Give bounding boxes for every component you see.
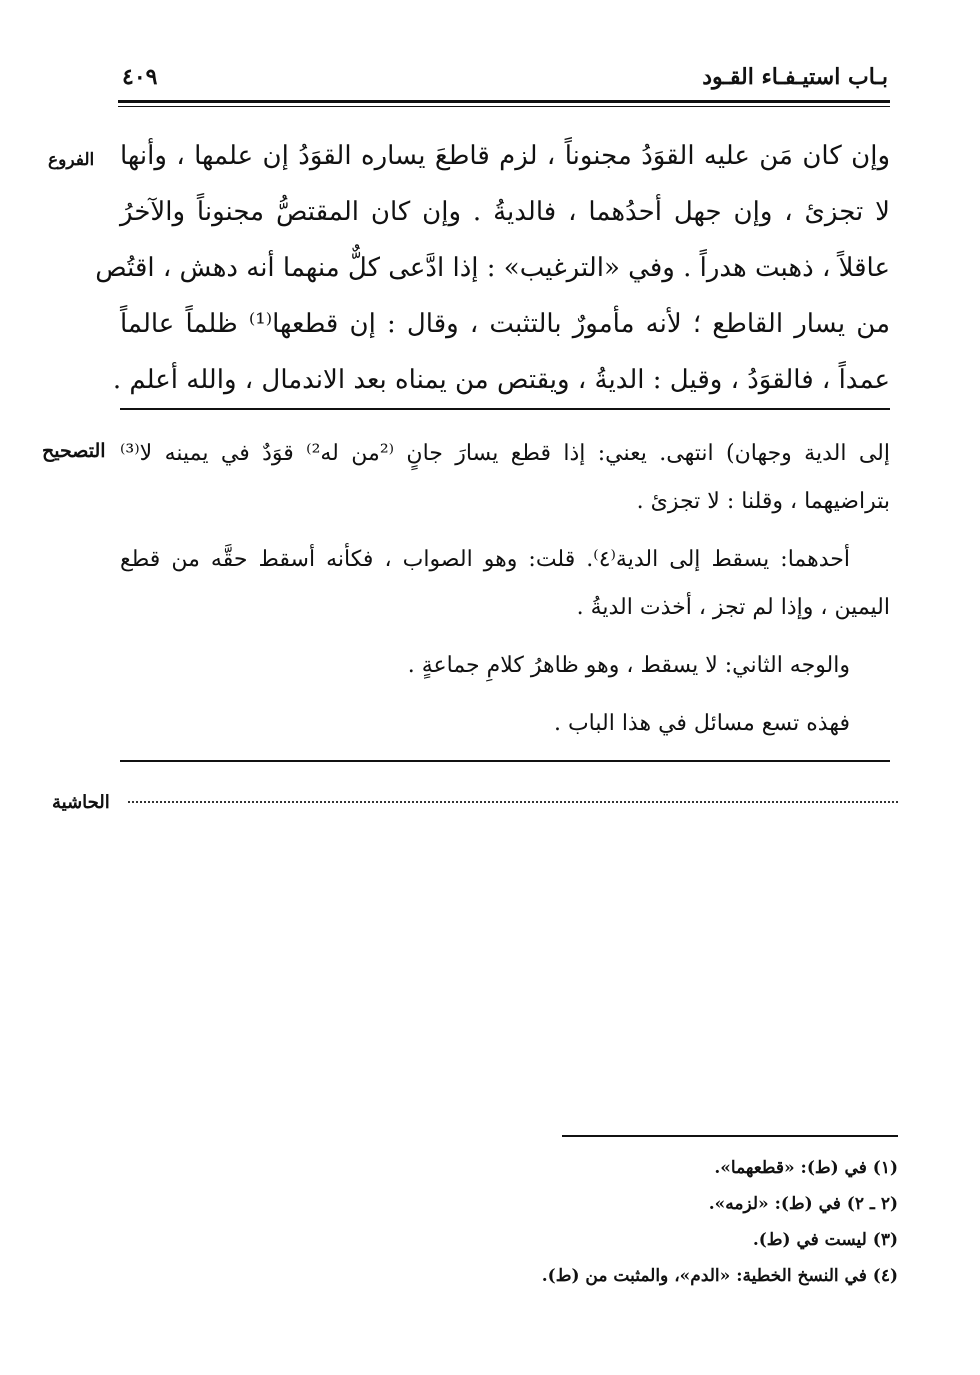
footnote-rule [562,1135,898,1137]
furu-line: لا تجزئ ، وإن جهل أحدُهما ، فالديةُ . وإن كان المقتصُّ مجنوناً والآخرُ [120,197,890,227]
tashih-line: إلى الدية وجهان) انتهى. يعني: إذا قطع يسارَ جانٍ ⁽²من له²⁾ قوَدٌ في يمينه لا⁽³⁾ [120,441,890,466]
section-divider [120,760,890,762]
footnote: (١) في (ط): «قطعهما». [714,1158,898,1178]
footnote: (٣) ليست في (ط). [752,1230,898,1250]
tashih-line: اليمين ، وإذا لم تجز ، أخذت الديةُ . [576,595,890,620]
furu-line: عمداً ، فالقوَدُ ، وقيل : الديةُ ، ويقتص من يمناه بعد الاندمال ، والله أعلم . [112,365,890,395]
tashih-line: والوجه الثاني: لا يسقط ، وهو ظاهرُ كلامِ جماعةٍ . [407,653,850,678]
furu-section [95,128,891,408]
header-rule-thick [118,100,890,103]
header-rule-thin [118,106,890,107]
tashih-section [120,430,890,748]
side-label-furu: الفروع [48,150,95,170]
tashih-line: فهذه تسع مسائل في هذا الباب . [553,711,850,736]
furu-line: من يسار القاطع ؛ لأنه مأمورٌ بالتثبت ، وقال : إن قطعها⁽¹⁾ ظلماً عالماً [120,309,891,339]
footnote: (٢ ـ ٢) في (ط): «لزمه». [708,1194,898,1214]
footnotes [398,1150,898,1294]
furu-line: عاقلاً ، ذهبت هدراً . وفي «الترغيب» : إذا ادَّعى كلٌّ منهما أنه دهش ، اقتُص [95,253,890,283]
section-divider [120,408,890,410]
side-label-tashih: التصحيح [42,440,106,462]
page-number: ٤٠٩ [122,64,158,90]
tashih-line: بتراضيهما ، وقلنا : لا تجزئ . [636,489,890,514]
footnote: (٤) في النسخ الخطية: «الدم»، والمثبت من (ط). [541,1266,898,1286]
running-title: بـاب استيـفـاء القـود [702,64,888,90]
furu-line: وإن كان مَن عليه القوَدُ مجنوناً ، لزم قاطعَ يساره القوَدُ إن علمها ، وأنها [120,141,890,171]
side-label-hashiya: الحاشية [52,792,110,813]
hashiya-dotted-line [128,800,898,803]
tashih-line: أحدهما: يسقط إلى الدية⁽٤⁾. قلت: وهو الصواب ، فكأنه أسقط حقَّه من قطع [120,547,850,572]
running-head [118,60,888,100]
